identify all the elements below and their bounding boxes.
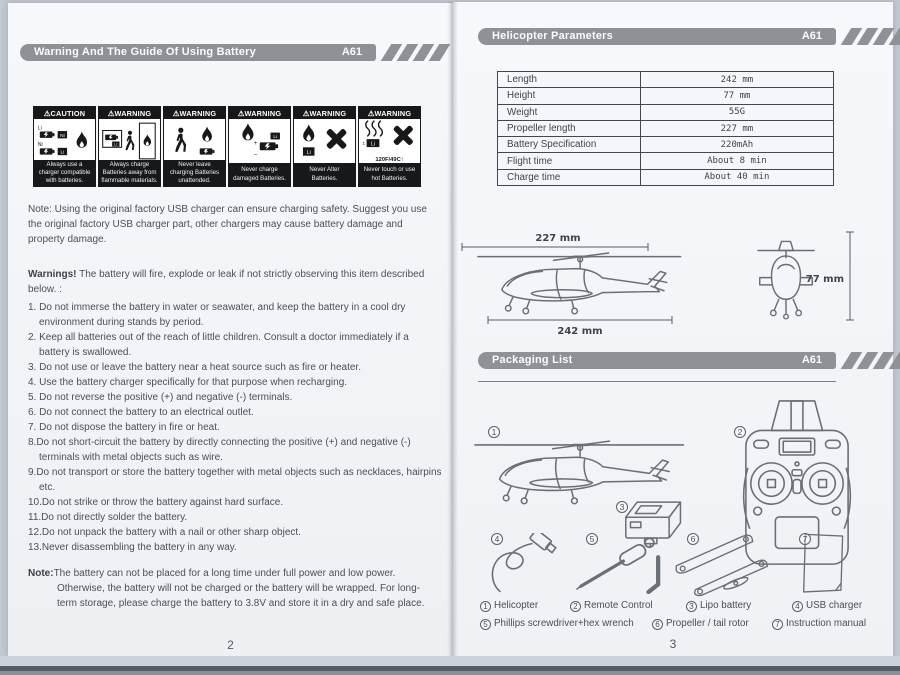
warning-type: WARNING: [179, 109, 217, 118]
param-label: Weight: [498, 104, 641, 120]
decorative-stripes: [386, 44, 445, 61]
param-value: 220mAh: [640, 137, 833, 153]
warning-item: 13.Never disassembling the battery in any way.: [28, 542, 237, 553]
warning-triangle-icon: ⚠: [172, 109, 180, 118]
page-right: [453, 2, 893, 658]
param-label: Charge time: [498, 169, 641, 185]
warning-type: WARNING: [374, 109, 412, 118]
warning-item: 12.Do not unpack the battery with a nail or other sharp object.: [28, 527, 301, 538]
page-number-left: 2: [227, 638, 234, 652]
param-value: About 8 min: [640, 153, 833, 169]
param-value: 77 mm: [640, 88, 833, 104]
packaging-label-propeller: 6 Propeller / tail rotor: [652, 618, 749, 630]
model-badge: A61: [801, 354, 822, 366]
section-title: Packaging List: [492, 354, 573, 366]
svg-text:−: −: [253, 151, 258, 159]
dimension-figure: [458, 228, 893, 343]
svg-text:Li: Li: [37, 125, 42, 132]
warning-triangle-icon: ⚠: [237, 109, 245, 118]
warnings-list: [28, 300, 442, 555]
svg-text:Li: Li: [273, 134, 278, 140]
table-row: [498, 120, 834, 136]
section-header-battery-warning: [20, 44, 376, 61]
warning-caption: Never charge damaged Batteries.: [229, 163, 290, 186]
svg-text:Ni: Ni: [60, 133, 65, 139]
warning-triangle-icon: ⚠: [367, 109, 375, 118]
table-row: [498, 169, 834, 185]
decorative-stripes: [846, 28, 900, 45]
temperature-limit: 120F/49C↑: [375, 157, 404, 163]
page-left: [8, 3, 453, 656]
warning-caption: Always charge Batteries away from flammable materials.: [99, 160, 160, 186]
marker-propeller: 6: [687, 533, 699, 545]
warning-type: CAUTION: [50, 109, 86, 118]
warnings-intro-text: The battery will fire, explode or leak if not strictly observing this item described below. :: [28, 269, 425, 295]
warning-item: 6. Do not connect the battery to an electrical outlet.: [28, 407, 254, 418]
warning-item: 2. Keep all batteries out of the reach of little children. Consult a doctor immediately if a battery is swallowed.: [28, 332, 409, 358]
marker-battery: 3: [616, 501, 628, 513]
heat-crossed-icon: [359, 119, 420, 163]
background-edge: [0, 671, 900, 675]
warning-type: WARNING: [309, 109, 347, 118]
param-value: 55G: [640, 104, 833, 120]
warning-item: 5. Do not reverse the positive (+) and negative (-) terminals.: [28, 392, 293, 403]
svg-text:±: ±: [362, 141, 366, 147]
warning-type: WARNING: [244, 109, 282, 118]
helicopter-line-art: [475, 441, 684, 504]
warning-item: 7. Do not dispose the battery in fire or heat.: [28, 422, 220, 433]
section-title: Warning And The Guide Of Using Battery: [34, 46, 256, 58]
usb-charger-note: Note: Using the original factory USB charger can ensure charging safety. Suggest you use the original factory USB charger part, other chargers may cause battery damage and property damage.: [28, 204, 427, 245]
screwdriver-hex-wrench-line-art: [577, 538, 658, 592]
warning-item: 8.Do not short-circuit the battery by directly connecting the positive (+) and negative (-) terminals with metal objects such as wire.: [28, 437, 411, 463]
svg-text:Li: Li: [371, 141, 375, 148]
parameters-table: [497, 71, 834, 186]
warnings-intro-bold: Warnings!: [28, 269, 77, 280]
body-length-dimension: 242 mm: [557, 326, 603, 337]
warning-label-never-alter: [293, 106, 356, 187]
section-header-packaging: [478, 352, 836, 369]
note-line1: The battery can not be placed for a long time under full power and low power.: [53, 568, 396, 579]
decorative-stripes: [846, 352, 900, 369]
note-label: Note:: [28, 568, 54, 579]
warning-triangle-icon: ⚠: [43, 109, 51, 118]
warning-item: 11.Do not directly solder the battery.: [28, 512, 188, 523]
warning-label-unattended-charging: [163, 106, 226, 187]
height-dimension: 77 mm: [805, 274, 844, 285]
svg-text:+: +: [253, 140, 258, 148]
battery-warning-labels: [33, 106, 425, 187]
model-badge: A61: [801, 30, 822, 42]
packaging-label-helicopter: 1 Helicopter: [480, 600, 538, 612]
warning-caption: Never touch or use hot Batteries.: [359, 163, 420, 186]
packaging-label-screwdriver: 5 Phillips screwdriver+hex wrench: [480, 618, 634, 630]
packaging-label-remote: 2 Remote Control: [570, 600, 653, 612]
rotor-span-dimension: 227 mm: [535, 233, 581, 244]
warning-caption: Never leave charging Batteries unattended.: [164, 160, 225, 186]
warning-caption: Always use a charger compatible with batteries.: [34, 160, 95, 186]
warning-label-charger-compatibility: [33, 106, 96, 187]
param-value: 242 mm: [640, 72, 833, 88]
warnings-intro: [28, 267, 442, 297]
param-label: Battery Specification: [498, 137, 641, 153]
table-row: [498, 153, 834, 169]
warning-item: 10.Do not strike or throw the battery against hard surface.: [28, 497, 284, 508]
warning-label-hot-batteries: [358, 106, 421, 187]
param-label: Flight time: [498, 153, 641, 169]
packaging-label-battery: 3 Lipo battery: [686, 600, 751, 612]
helicopter-side-view-line-art: [478, 253, 681, 314]
note-continuation: Otherwise, the battery will not be charged or the battery will be wrapped. For long-term storage, please charge the battery to 3.8V and store it in a dry and safe place.: [57, 583, 425, 609]
marker-helicopter: 1: [488, 426, 500, 438]
param-value: About 40 min: [640, 169, 833, 185]
divider-rule: [478, 381, 836, 382]
table-row: [498, 72, 834, 88]
battery-person-fire-icon: [99, 119, 160, 160]
fire-damaged-battery-icon: [229, 119, 290, 163]
packaging-label-usb: 4 USB charger: [792, 600, 862, 612]
remote-control-line-art: [744, 401, 851, 564]
warning-caption: Never Alter Batteries.: [294, 163, 355, 186]
person-leaving-fire-icon: [164, 119, 225, 160]
marker-screwdriver: 5: [586, 533, 598, 545]
warning-item: 3. Do not use or leave the battery near a heat source such as fire or heater.: [28, 362, 361, 373]
page-number-right: 3: [669, 637, 677, 651]
marker-remote: 2: [734, 426, 746, 438]
battery-compatibility-fire-icon: [34, 119, 95, 160]
param-label: Propeller length: [498, 120, 641, 136]
marker-usb: 4: [491, 533, 503, 545]
battery-warnings-block: [28, 267, 442, 555]
warning-label-flammable-materials: [98, 106, 161, 187]
table-row: [498, 104, 834, 120]
param-value: 227 mm: [640, 120, 833, 136]
svg-text:Li: Li: [60, 150, 65, 156]
param-label: Height: [498, 88, 641, 104]
packaging-label-manual: 7 Instruction manual: [772, 618, 866, 630]
section-title: Helicopter Parameters: [492, 30, 613, 42]
warning-item: 1. Do not immerse the battery in water or seawater, and keep the battery in a cool dry environment during stands by period.: [28, 302, 406, 328]
section-header-parameters: [478, 28, 836, 45]
warning-triangle-icon: ⚠: [302, 109, 310, 118]
model-badge: A61: [341, 46, 362, 58]
storage-note: [28, 566, 438, 611]
page-bottom-edge: [0, 656, 900, 666]
table-row: [498, 137, 834, 153]
warning-type: WARNING: [114, 109, 152, 118]
fire-crossed-tools-icon: [294, 119, 355, 163]
table-row: [498, 88, 834, 104]
svg-text:Ni: Ni: [37, 142, 43, 149]
svg-text:Li: Li: [306, 149, 311, 156]
marker-manual: 7: [799, 533, 811, 545]
packaging-figure: [465, 393, 895, 600]
svg-text:Li: Li: [114, 141, 118, 147]
warning-triangle-icon: ⚠: [107, 109, 115, 118]
warning-label-damaged-batteries: [228, 106, 291, 187]
param-label: Length: [498, 72, 641, 88]
warning-item: 9.Do not transport or store the battery together with metal objects such as necklaces, hairpins etc.: [28, 467, 442, 493]
book-center-seam: [448, 2, 458, 656]
warning-item: 4. Use the battery charger specifically for that purpose when recharging.: [28, 377, 348, 388]
